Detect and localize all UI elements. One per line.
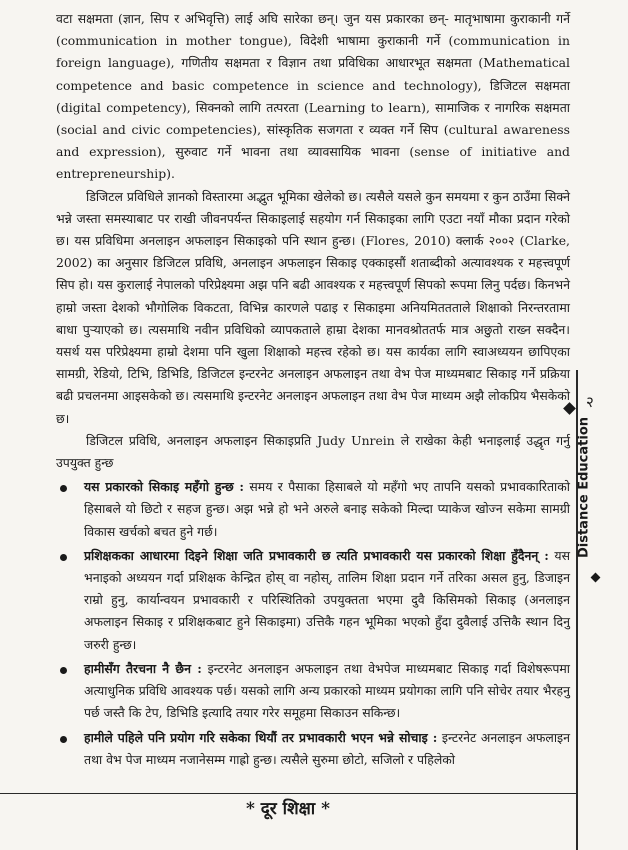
paragraph-3: डिजिटल प्रविधि, अनलाइन अफलाइन सिकाइप्रति Judy Unrein ले राखेका केही भनाइलाई उद्धृत गर्नु उपयुक्त हुन्छ: [56, 432, 570, 471]
bullet-text: इन्टरनेट अनलाइन अफलाइन तथा वेभ पेज माध्यम नजानेसम्म गाह्रो हुन्छ। त्यसैले सुरुमा छोटो, सजिलो र पहिलेको: [84, 729, 570, 767]
list-item: [56, 727, 570, 771]
bullet-list: [56, 476, 570, 771]
footer-title: * दूर शिक्षा *: [245, 799, 331, 819]
bullet-heading: यस प्रकारको सिकाइ महँगो हुन्छ :: [84, 479, 244, 495]
bullet-heading: प्रशिक्षकका आधारमा दिइने शिक्षा जति प्रभावकारी छ त्यति प्रभावकारी यस प्रकारको शिक्षा हुँदैनन् :: [84, 547, 549, 563]
diamond-icon: [591, 573, 601, 583]
bullet-text: इन्टरनेट अनलाइन अफलाइन तथा वेभपेज माध्यमबाट सिकाइ गर्दा विशेषरूपमा अत्याधुनिक प्रविधि आवश्यक पर्छ। यसको लागि अन्य प्रकारको माध्यम प्रयोगका लागि पनि सोचेर तयार भैरहनु पर्छ जस्तै कि टेप, डिभिडि इत्यादि तयार गरेर समूहमा सिकाउन सकिन्छ।: [84, 660, 570, 721]
list-item: [56, 545, 570, 656]
bullet-icon: [60, 667, 67, 674]
body-text: [56, 8, 570, 771]
paragraph-2: डिजिटल प्रविधिले ज्ञानको विस्तारमा अद्भुत भूमिका खेलेको छ। त्यसैले यसले कुन समयमा र कुन ठाउँमा सिक्ने भन्ने जस्ता समस्याबाट पर राखी जीवनपर्यन्त सिकाइलाई सहयोग गर्न सिकाइका लागि एउटा नयाँ मौका प्रदान गरेको छ। यस प्रविधिमा अनलाइन अफलाइन सिकाइको पनि स्थान हुन्छ। (Flores, 2010) क्लार्क २००२ (Clarke, 2002) का अनुसार डिजिटल प्रविधि, अनलाइन अफलाइन सिकाइ एक्काइसौं शताब्दीको अत्यावश्यक र महत्त्वपूर्ण सिप हो। यस कुरालाई नेपालको परिप्रेक्ष्यमा अझ पनि बढी आवश्यक र महत्त्वपूर्ण सिपको रूपमा लिनु पर्दछ। किनभने हाम्रो जस्ता देशको भौगोलिक विकटता, विभिन्न कारणले पढाइ र सिकाइमा अनियमिततताले शिक्षाको निरन्तरतामा बाधा पुऱ्याएको छ। त्यसमाथि नवीन प्रविधिको व्यापकताले हाम्रा देशका मानवश्रोततर्फ मात्र अछुतो राख्न सक्दैन। यसर्थ यस परिप्रेक्ष्यमा हाम्रो देशमा पनि खुला शिक्षाको महत्त्व रहेको छ। यस कार्यका लागि स्वाअध्ययन छापिएका सामग्री, रेडियो, टिभि, डिभिडि, डिजिटल इन्टरनेट अनलाइन अफलाइन तथा वेभ पेज माध्यमबाट सिकाइ गर्ने प्रक्रिया बढी प्रचलनमा आइसकेको छ। त्यसमाथि इन्टरनेट अनलाइन अफलाइन तथा वेभ पेज माध्यम अझै लोकप्रिय भैसकेको छ।: [56, 188, 570, 426]
bullet-text: यस भनाइको अध्ययन गर्दा प्रशिक्षक केन्द्रित होस् वा नहोस्, तालिम शिक्षा प्रदान गर्ने तरिका असल हुनु, डिजाइन राम्रो हुनु, कार्यान्वयन प्रभावकारी र परिस्थितिको उपयुक्तता भएमा दुवै किसिमको सिकाइ (अनलाइन अफलाइन सिकाइ र प्रशिक्षकबाट हुने सिकाइमा) उत्तिकै गहन भूमिका भएको हुँदा दुवैलाई उत्तिकै स्थान दिनु जरुरी हुन्छ।: [84, 547, 570, 652]
bullet-text: समय र पैसाका हिसाबले यो महँगो भए तापनि यसको प्रभावकारिताको हिसाबले यो छिटो र सहज हुन्छ। अझ भन्ने हो भने अरुले बनाइ सकेको मिल्दा प्याकेज खोज्न सकेमा सामग्री विकास खर्चको बचत हुने गर्छ।: [84, 479, 570, 539]
section-side-label: Distance Education: [576, 416, 592, 559]
paragraph-1: वटा सक्षमता (ज्ञान, सिप र अभिवृत्ति) लाई अघि सारेका छन्। जुन यस प्रकारका छन्- मातृभाषामा कुराकानी गर्ने (communication in mother tongue), विदेशी भाषामा कुराकानी गर्ने (communication in foreign language), गणितीय सक्षमता र विज्ञान तथा प्रविधिका आधारभूत सक्षमता (Mathematical competence and basic competence in science and technology), डिजिटल सक्षमता (digital competency), सिक्नको लागि तत्परता (Learning to learn), सामाजिक र नागरिक सक्षमता (social and civic competencies), सांस्कृतिक सजगता र व्यक्त गर्ने सिप (cultural awareness and expression), सुरुवाट गर्ने भावना तथा व्यावसायिक भावना (sense of initiative and entrepreneurship).: [56, 11, 570, 182]
bullet-heading: हामीसँग तैरचना नै छैन :: [84, 660, 202, 676]
bullet-heading: हामीले पहिले पनि प्रयोग गरि सकेका थियौं तर प्रभावकारी भएन भन्ने सोचाइ :: [84, 729, 438, 745]
bullet-icon: [60, 736, 67, 743]
page-number: २: [586, 393, 594, 411]
list-item: [56, 476, 570, 543]
list-item: [56, 658, 570, 725]
bullet-icon: [60, 554, 67, 561]
footer-rule: [0, 793, 576, 794]
bullet-icon: [60, 485, 67, 492]
